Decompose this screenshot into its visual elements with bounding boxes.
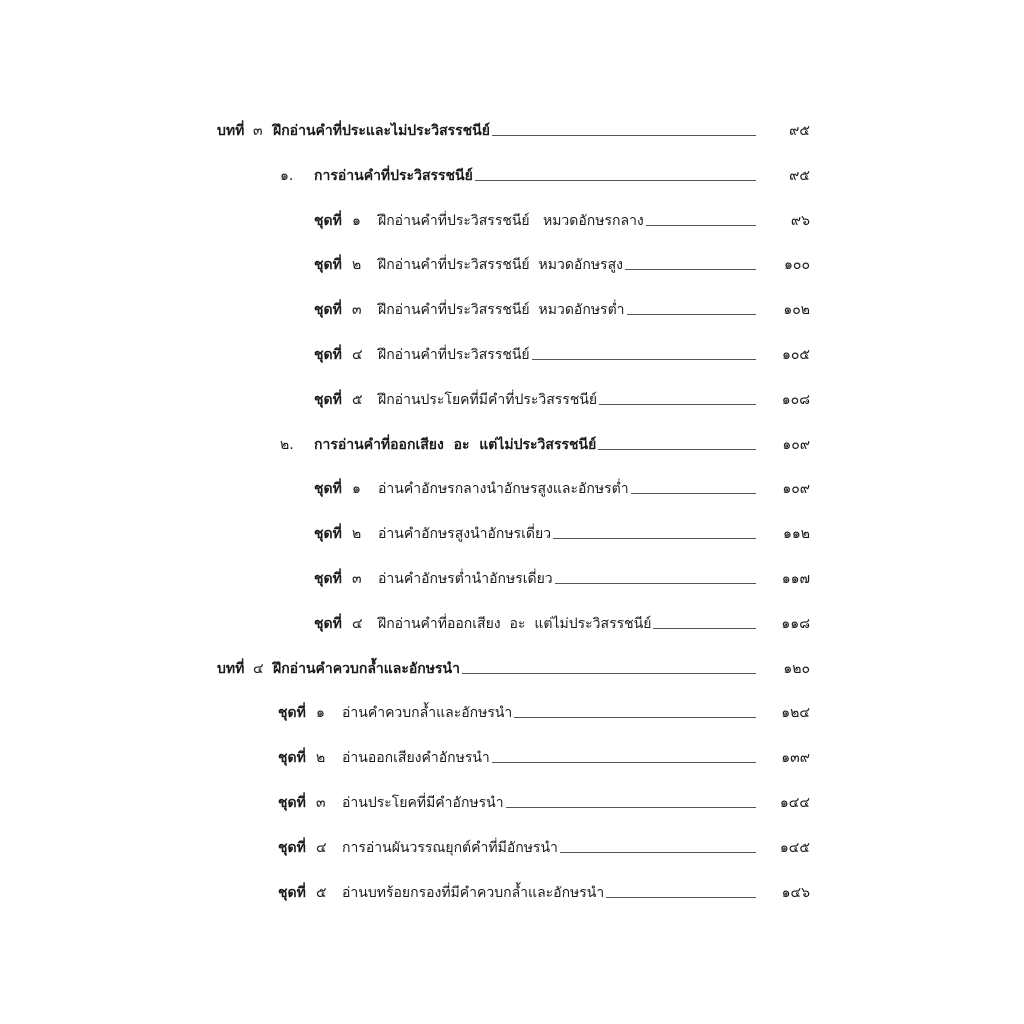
- dotted-leader: [514, 717, 756, 718]
- entry-page-number: ๑๐๙: [782, 436, 810, 453]
- toc-entry-set2: [278, 827, 810, 857]
- entry-title: ฝึกอ่านคำที่ประวิสรรชนีย์ หมวดอักษรสูง: [378, 257, 623, 274]
- entry-prefix: ชุดที่: [314, 302, 342, 319]
- dotted-leader: [560, 852, 756, 853]
- toc-entry-set2: [278, 737, 810, 767]
- entry-number: ๑: [352, 481, 361, 498]
- toc-entry-chapter: [217, 110, 810, 140]
- entry-title: ฝึกอ่านคำที่ประวิสรรชนีย์ หมวดอักษรกลาง: [378, 212, 644, 229]
- entry-prefix: ชุดที่: [314, 481, 342, 498]
- toc-entry-set2: [278, 692, 810, 722]
- entry-number: ๔: [352, 347, 363, 363]
- entry-number: ๔: [316, 839, 327, 856]
- entry-page-number: ๑๔๕: [779, 839, 810, 856]
- dotted-leader: [553, 538, 756, 539]
- dotted-leader: [506, 807, 756, 808]
- entry-title: ฝึกอ่านคำควบกล้ำและอักษรนำ: [273, 660, 460, 677]
- entry-title: ฝึกอ่านคำที่ประและไม่ประวิสรรชนีย์: [273, 123, 490, 139]
- entry-title: ฝึกอ่านประโยคที่มีคำที่ประวิสรรชนีย์: [378, 391, 598, 408]
- entry-prefix: ชุดที่: [314, 257, 342, 274]
- entry-prefix: ชุดที่: [314, 347, 342, 363]
- entry-title: ฝึกอ่านคำที่ออกเสียง อะ แต่ไม่ประวิสรรชนีย์: [378, 615, 652, 632]
- toc-entry-set1: [314, 513, 810, 543]
- dotted-leader: [462, 673, 756, 674]
- entry-title: อ่านออกเสียงคำอักษรนำ: [342, 750, 490, 767]
- toc-entry-set1: [314, 603, 810, 633]
- dotted-leader: [646, 225, 756, 226]
- entry-page-number: ๑๐๙: [782, 481, 810, 498]
- entry-page-number: ๑๑๘: [781, 615, 810, 632]
- toc-entry-set1: [314, 468, 810, 498]
- entry-title: การอ่านผันวรรณยุกต์คำที่มีอักษรนำ: [342, 839, 558, 856]
- entry-number: ๒: [316, 750, 326, 767]
- entry-title: ฝึกอ่านคำที่ประวิสรรชนีย์ หมวดอักษรต่ำ: [378, 302, 625, 319]
- entry-prefix: ชุดที่: [314, 212, 342, 229]
- dotted-leader: [555, 583, 756, 584]
- dotted-leader: [492, 762, 756, 763]
- entry-title: การอ่านคำที่ออกเสียง อะ แต่ไม่ประวิสรรชนีย์: [314, 436, 597, 453]
- entry-number: ๔: [253, 660, 264, 677]
- entry-prefix: ๑.: [280, 167, 294, 184]
- entry-page-number: ๑๔๔: [779, 795, 810, 811]
- entry-page-number: ๙๖: [790, 212, 810, 229]
- toc-entry-set2: [278, 872, 810, 902]
- dotted-leader: [606, 897, 756, 898]
- entry-prefix: ชุดที่: [278, 839, 306, 856]
- entry-page-number: ๑๐๘: [781, 391, 810, 408]
- dotted-leader: [627, 314, 756, 315]
- entry-page-number: ๙๕: [789, 123, 810, 139]
- entry-number: ๑: [352, 212, 361, 229]
- toc-entry-set2: [278, 782, 810, 812]
- entry-title: อ่านบทร้อยกรองที่มีคำควบกล้ำและอักษรนำ: [342, 884, 605, 901]
- entry-prefix: บทที่: [217, 123, 245, 139]
- entry-number: ๓: [316, 795, 326, 811]
- toc-entry-chapter: [217, 648, 810, 678]
- entry-page-number: ๑๑๗: [781, 571, 810, 587]
- entry-prefix: ชุดที่: [278, 884, 306, 901]
- toc-entry-set1: [314, 289, 810, 319]
- entry-title: อ่านคำอักษรสูงนำอักษรเดี่ยว: [378, 526, 552, 543]
- entry-number: ๓: [352, 571, 362, 587]
- entry-number: ๔: [352, 615, 363, 632]
- entry-prefix: ๒.: [280, 436, 294, 453]
- entry-number: ๒: [352, 526, 362, 543]
- toc-entry-set1: [314, 334, 810, 364]
- entry-prefix: ชุดที่: [314, 526, 342, 543]
- entry-page-number: ๑๐๐: [784, 257, 810, 274]
- entry-number: ๓: [253, 123, 263, 139]
- entry-number: ๒: [352, 257, 362, 274]
- entry-prefix: ชุดที่: [314, 391, 342, 408]
- toc-entry-set1: [314, 379, 810, 409]
- entry-prefix: ชุดที่: [314, 571, 342, 587]
- dotted-leader: [598, 449, 756, 450]
- entry-number: ๓: [352, 302, 362, 319]
- toc-entry-set1: [314, 244, 810, 274]
- entry-page-number: ๑๒๐: [783, 660, 810, 677]
- dotted-leader: [475, 180, 756, 181]
- entry-number: ๕: [316, 884, 327, 901]
- entry-title: ฝึกอ่านคำที่ประวิสรรชนีย์: [378, 347, 530, 363]
- entry-title: อ่านประโยคที่มีคำอักษรนำ: [342, 795, 504, 811]
- dotted-leader: [532, 359, 756, 360]
- dotted-leader: [625, 269, 756, 270]
- entry-prefix: ชุดที่: [278, 750, 306, 767]
- entry-title: อ่านคำควบกล้ำและอักษรนำ: [342, 705, 513, 722]
- toc-entry-section: [280, 155, 810, 185]
- entry-title: อ่านคำอักษรต่ำนำอักษรเดี่ยว: [378, 571, 553, 587]
- entry-page-number: ๑๔๖: [781, 884, 810, 901]
- toc-entry-set1: [314, 200, 810, 230]
- entry-page-number: ๑๓๙: [781, 750, 810, 767]
- entry-title: อ่านคำอักษรกลางนำอักษรสูงและอักษรต่ำ: [378, 481, 629, 498]
- toc-entry-section: [280, 424, 810, 454]
- toc-entry-set1: [314, 558, 810, 588]
- entry-number: ๕: [352, 391, 363, 408]
- dotted-leader: [599, 404, 756, 405]
- entry-prefix: ชุดที่: [314, 615, 342, 632]
- entry-prefix: ชุดที่: [278, 705, 306, 722]
- entry-prefix: บทที่: [217, 660, 245, 677]
- dotted-leader: [631, 493, 756, 494]
- dotted-leader: [492, 135, 756, 136]
- entry-prefix: ชุดที่: [278, 795, 306, 811]
- entry-page-number: ๑๑๒: [782, 526, 810, 543]
- entry-page-number: ๑๐๒: [783, 302, 810, 319]
- entry-page-number: ๑๒๔: [781, 705, 810, 722]
- entry-title: การอ่านคำที่ประวิสรรชนีย์: [314, 167, 473, 184]
- entry-page-number: ๑๐๕: [781, 347, 810, 363]
- dotted-leader: [653, 628, 756, 629]
- entry-page-number: ๙๕: [789, 167, 810, 184]
- entry-number: ๑: [316, 705, 325, 722]
